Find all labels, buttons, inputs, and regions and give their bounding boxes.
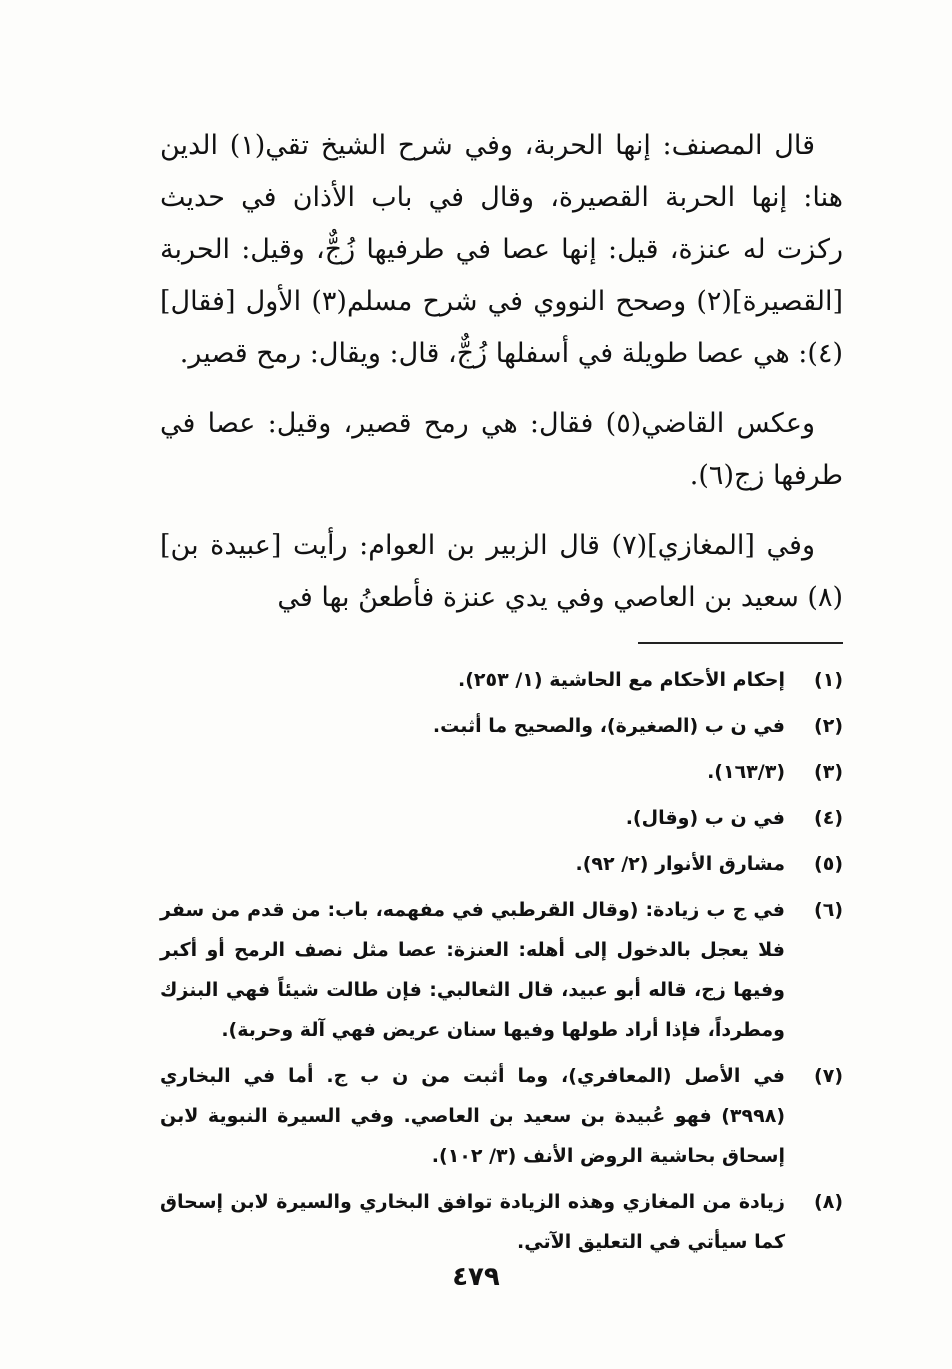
- footnote-7: [160, 1056, 843, 1176]
- footnote-5: [160, 844, 843, 884]
- footnote-number: (١): [814, 669, 843, 691]
- paragraph-1: قال المصنف: إنها الحربة، وفي شرح الشيخ تقي(١) الدين هنا: إنها الحربة القصيرة، وقال في باب الأذان في حديث ركزت له عنزة، قيل: إنها عصا في طرفيها زُجٌّ، وقيل: الحربة [القصيرة](٢) وصحح النووي في شرح مسلم(٣) الأول [فقال](٤): هي عصا طويلة في أسفلها زُجٌّ، قال: ويقال: رمح قصير.: [160, 130, 843, 369]
- paragraph-2: وعكس القاضي(٥) فقال: هي رمح قصير، وقيل: عصا في طرفها زج(٦).: [160, 408, 843, 491]
- footnote-2: [160, 706, 843, 746]
- footnote-separator: [638, 642, 843, 644]
- footnote-text: مشارق الأنوار (٢/ ٩٢).: [575, 853, 785, 875]
- footnote-number: (٦): [814, 899, 843, 921]
- footnote-number: (٨): [814, 1191, 843, 1213]
- footnote-3: [160, 752, 843, 792]
- footnote-text: زيادة من المغازي وهذه الزيادة توافق البخاري والسيرة لابن إسحاق كما سيأتي في التعليق الآتي.: [160, 1191, 785, 1253]
- footnote-number: (٢): [814, 715, 843, 737]
- footnote-text: في ن ب (الصغيرة)، والصحيح ما أثبت.: [432, 715, 785, 737]
- footnote-text: إحكام الأحكام مع الحاشية (١/ ٢٥٣).: [458, 669, 785, 691]
- main-text: [160, 120, 843, 624]
- footnotes: [160, 660, 843, 1262]
- footnote-text: (١٦٣/٣).: [707, 761, 785, 783]
- footnote-8: [160, 1182, 843, 1262]
- footnote-number: (٥): [814, 853, 843, 875]
- page-content: [160, 120, 843, 1268]
- footnote-1: [160, 660, 843, 700]
- footnote-text: في ج ب زيادة: (وقال القرطبي في مفهمه، باب: من قدم من سفر فلا يعجل بالدخول إلى أهله: العنزة: عصا مثل نصف الرمح أو أكبر وفيها زج، قاله أبو عبيد، قال الثعالبي: فإن طالت شيئاً فهي البنزك ومطرداً، فإذا أراد طولها وفيها سنان عريض فهي آلة وحربة).: [160, 899, 785, 1041]
- footnote-4: [160, 798, 843, 838]
- footnote-number: (٣): [814, 761, 843, 783]
- footnote-text: في ن ب (وقال).: [625, 807, 785, 829]
- footnote-6: [160, 890, 843, 1050]
- page-number: ٤٧٩: [452, 1262, 500, 1292]
- paragraph-3: وفي [المغازي](٧) قال الزبير بن العوام: رأيت [عبيدة بن](٨) سعيد بن العاصي وفي يدي عنزة فأطعنُ بها في: [160, 530, 843, 613]
- footnote-number: (٤): [814, 807, 843, 829]
- footnote-number: (٧): [814, 1065, 843, 1087]
- footnote-text: في الأصل (المعافري)، وما أثبت من ن ب ج. أما في البخاري (٣٩٩٨) فهو عُبيدة بن سعيد بن العاصي. وفي السيرة النبوية لابن إسحاق بحاشية الروض الأنف (٣/ ١٠٢).: [160, 1065, 785, 1167]
